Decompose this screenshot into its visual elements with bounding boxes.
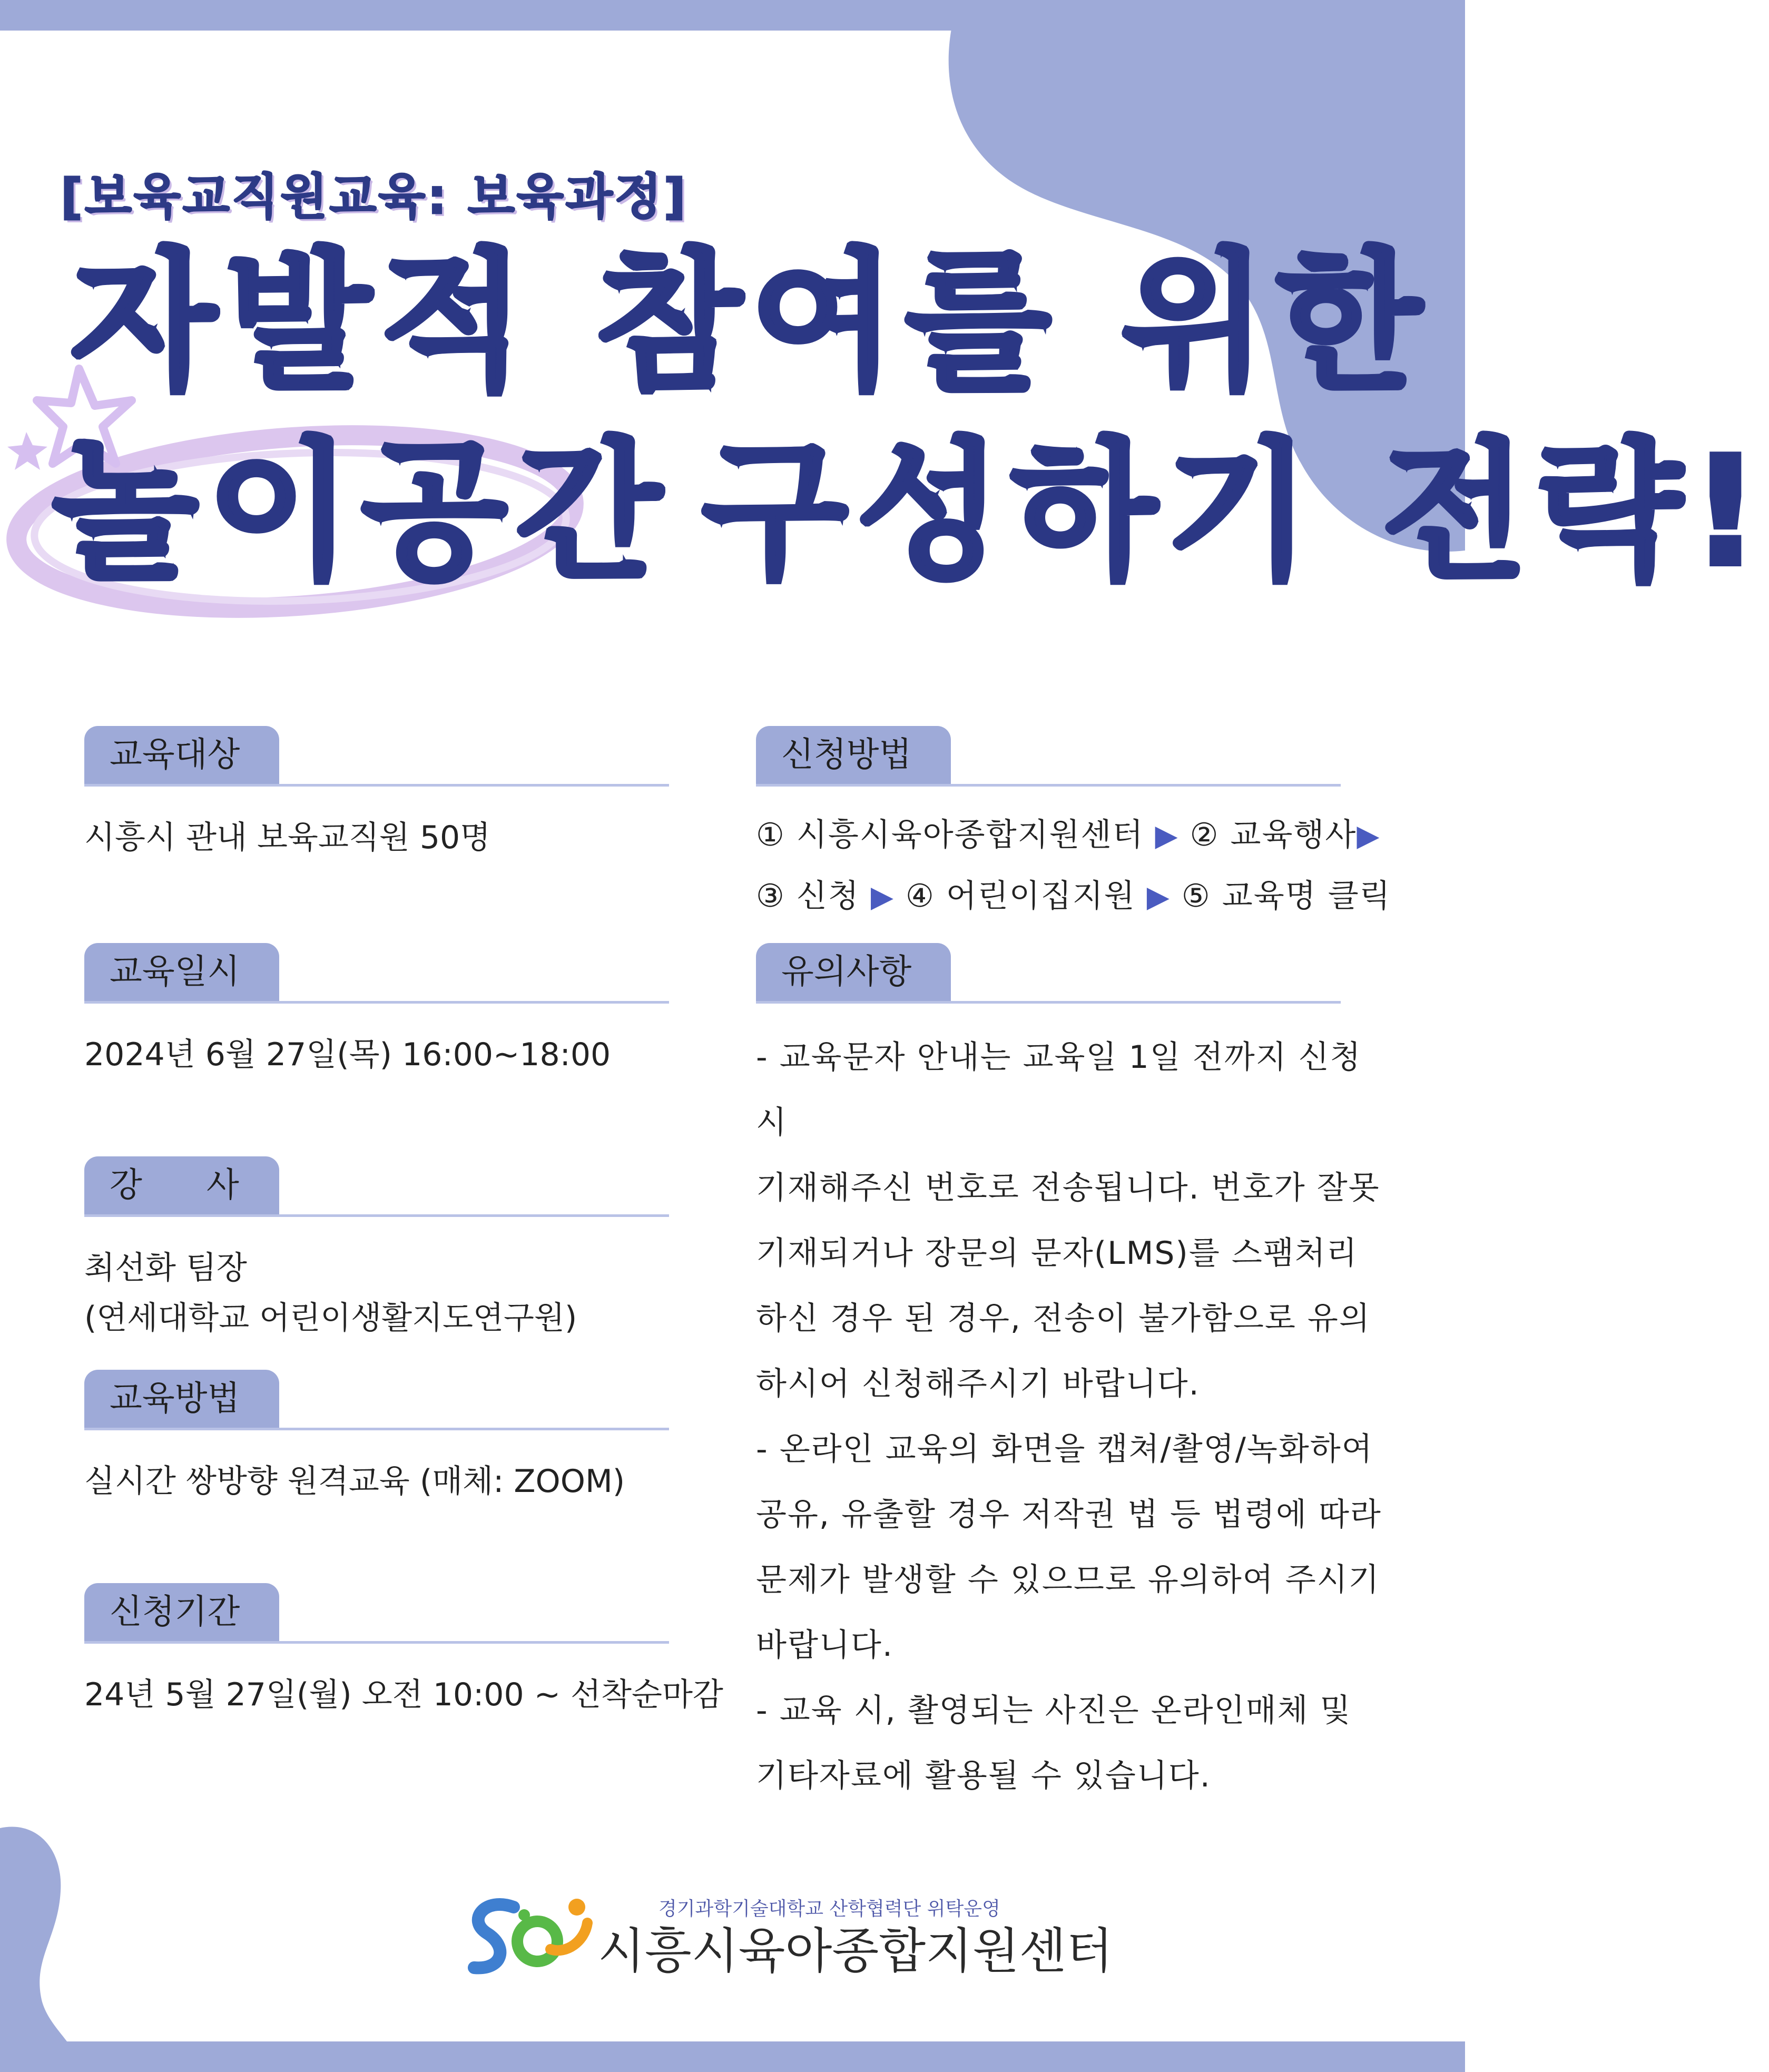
arrow-icon: ▶	[1155, 819, 1179, 853]
apply-step: ⑤ 교육명 클릭	[1181, 878, 1391, 915]
note-line: 하시어 신청해주시기 바랍니다.	[756, 1366, 1200, 1402]
section-divider	[84, 1428, 669, 1430]
section-divider	[84, 784, 669, 787]
arrow-icon: ▶	[870, 880, 895, 914]
apply-step: ② 교육행사	[1190, 817, 1357, 853]
note-line: - 교육 시, 촬영되는 사진은 온라인매체 및	[756, 1692, 1352, 1729]
section-divider	[84, 1641, 669, 1644]
title-line-1: 자발적 참여를 위한	[71, 235, 1431, 410]
apply-step: ① 시흥시육아종합지원센터	[756, 817, 1144, 853]
category-subtitle: [보육교직원교육: 보육과정]	[61, 169, 688, 225]
section-label: 신청기간	[84, 1583, 279, 1641]
section-text: (연세대학교 어린이생활지도연구원)	[84, 1300, 577, 1337]
apply-step: ③ 신청	[756, 878, 860, 915]
title-line-2	[53, 425, 1769, 600]
arrow-icon: ▶	[1357, 819, 1381, 853]
section-text: 2024년 6월 27일(목) 16:00~18:00	[84, 1036, 611, 1073]
section-text: 최선화 팀장	[84, 1250, 247, 1287]
section-text: 시흥시 관내 보육교직원 50명	[84, 819, 491, 856]
title-highlight: 놀이공간	[53, 425, 671, 600]
apply-steps	[756, 805, 1399, 927]
title-rest: 구성하기 전략!	[702, 425, 1769, 600]
section-body	[84, 1670, 723, 1720]
section-divider	[84, 1001, 669, 1004]
apply-step: ④ 어린이집지원	[906, 878, 1136, 915]
note-line: 기타자료에 활용될 수 있습니다.	[756, 1757, 1211, 1794]
section-divider	[756, 784, 1341, 787]
note-line: 공유, 유출할 경우 저작권 법 등 법령에 따라	[756, 1496, 1382, 1533]
section-body	[84, 1243, 716, 1343]
notes-body	[756, 1025, 1399, 1809]
arrow-icon: ▶	[1146, 880, 1171, 914]
footer-operator: 경기과학기술대학교 산학협력단 위탁운영	[659, 1898, 1000, 1920]
section-text: 실시간 쌍방향 원격교육 (매체: ZOOM)	[84, 1463, 625, 1500]
note-line: - 온라인 교육의 화면을 캡쳐/촬영/녹화하여	[756, 1431, 1373, 1468]
footer-org-name: 시흥시육아종합지원센터	[598, 1924, 1113, 1978]
section-label: 교육방법	[84, 1370, 279, 1428]
section-text: 24년 5월 27일(월) 오전 10:00 ~ 선착순마감	[84, 1676, 723, 1713]
note-line: 기재되거나 장문의 문자(LMS)를 스팸처리	[756, 1235, 1358, 1272]
section-label: 강 사	[84, 1156, 279, 1214]
section-body	[84, 813, 716, 863]
section-label: 교육대상	[84, 726, 279, 784]
note-line: 문제가 발생할 수 있으므로 유의하여 주시기	[756, 1562, 1380, 1598]
section-label: 유의사항	[756, 943, 951, 1001]
section-label: 교육일시	[84, 943, 279, 1001]
section-label: 신청방법	[756, 726, 951, 784]
section-divider	[84, 1214, 669, 1217]
section-divider	[756, 1001, 1341, 1004]
section-body	[84, 1457, 716, 1507]
section-body	[84, 1030, 716, 1080]
note-line: 기재해주신 번호로 전송됩니다. 번호가 잘못	[756, 1170, 1380, 1206]
note-line: 바랍니다.	[756, 1627, 893, 1664]
note-line: - 교육문자 안내는 교육일 1일 전까지 신청 시	[756, 1039, 1362, 1141]
center-logo-icon	[464, 1891, 595, 1981]
note-line: 하신 경우 된 경우, 전송이 불가함으로 유의	[756, 1300, 1371, 1337]
